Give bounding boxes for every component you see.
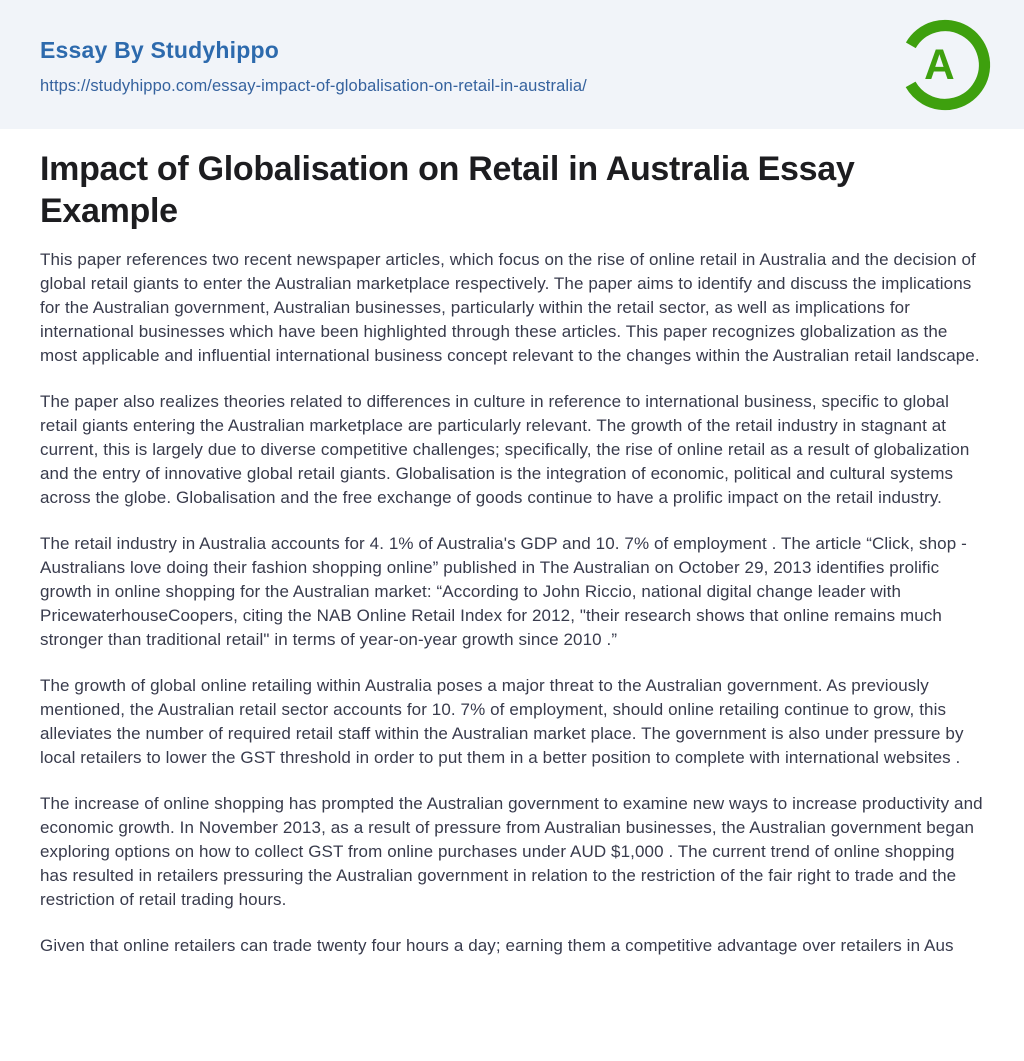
studyhippo-logo: [898, 18, 992, 112]
page-header: [0, 0, 1024, 129]
essay-paragraph: The growth of global online retailing within Australia poses a major threat to the Australian government. As previously mentioned, the Australian retail sector accounts for 10. 7% of employment, should online retailing continue to grow, this alleviates the number of required retail staff within the Australian market place. The government is also under pressure by local retailers to lower the GST threshold in order to put them in a better position to complete with international websites .: [40, 676, 964, 767]
logo-letter: A: [924, 40, 955, 88]
essay-title: Impact of Globalisation on Retail in Australia Essay Example: [40, 150, 855, 230]
essay-paragraph: The paper also realizes theories related to differences in culture in reference to international business, specific to global retail giants entering the Australian marketplace are particularly relevant. The growth of the retail industry in stagnant at current, this is largely due to diverse competitive challenges; specifically, the rise of online retail as a result of globalization and the entry of innovative global retail giants. Globalisation is the integration of economic, political and cultural systems across the globe. Globalisation and the free exchange of goods continue to have a prolific impact on the retail industry.: [40, 392, 970, 507]
essay-paragraph: Given that online retailers can trade twenty four hours a day; earning them a competitive advantage over retailers in Aus: [40, 936, 954, 955]
essay-paragraph: The increase of online shopping has prompted the Australian government to examine new ways to increase productivity and economic growth. In November 2013, as a result of pressure from Australian businesses, the Australian government began exploring options on how to collect GST from online purchases under AUD $1,000 . The current trend of online shopping has resulted in retailers pressuring the Australian government in relation to the restriction of the fair right to trade and the restriction of retail trading hours.: [40, 794, 983, 909]
essay-content: [0, 129, 1024, 958]
header-text-block: [40, 33, 587, 96]
essay-paragraph: The retail industry in Australia accounts for 4. 1% of Australia's GDP and 10. 7% of employment . The article “Click, shop - Australians love doing their fashion shopping online” published in The Australian on October 29, 2013 identifies prolific growth in online shopping for the Australian market: “According to John Riccio, national digital change leader with PricewaterhouseCoopers, citing the NAB Online Retail Index for 2012, "their research shows that online remains much stronger than traditional retail" in terms of year-on-year growth since 2010 .”: [40, 534, 967, 649]
site-title: Essay By Studyhippo: [40, 37, 279, 63]
essay-url-link[interactable]: https://studyhippo.com/essay-impact-of-globalisation-on-retail-in-australia/: [40, 77, 587, 95]
logo-arc-a-icon: [898, 18, 992, 112]
essay-paragraph: This paper references two recent newspaper articles, which focus on the rise of online retail in Australia and the decision of global retail giants to enter the Australian marketplace respectively. The paper aims to identify and discuss the implications for the Australian government, Australian businesses, particularly within the retail sector, as well as implications for international businesses which have been highlighted through these articles. This paper recognizes globalization as the most applicable and influential international business concept relevant to the changes within the Australian retail landscape.: [40, 250, 980, 365]
